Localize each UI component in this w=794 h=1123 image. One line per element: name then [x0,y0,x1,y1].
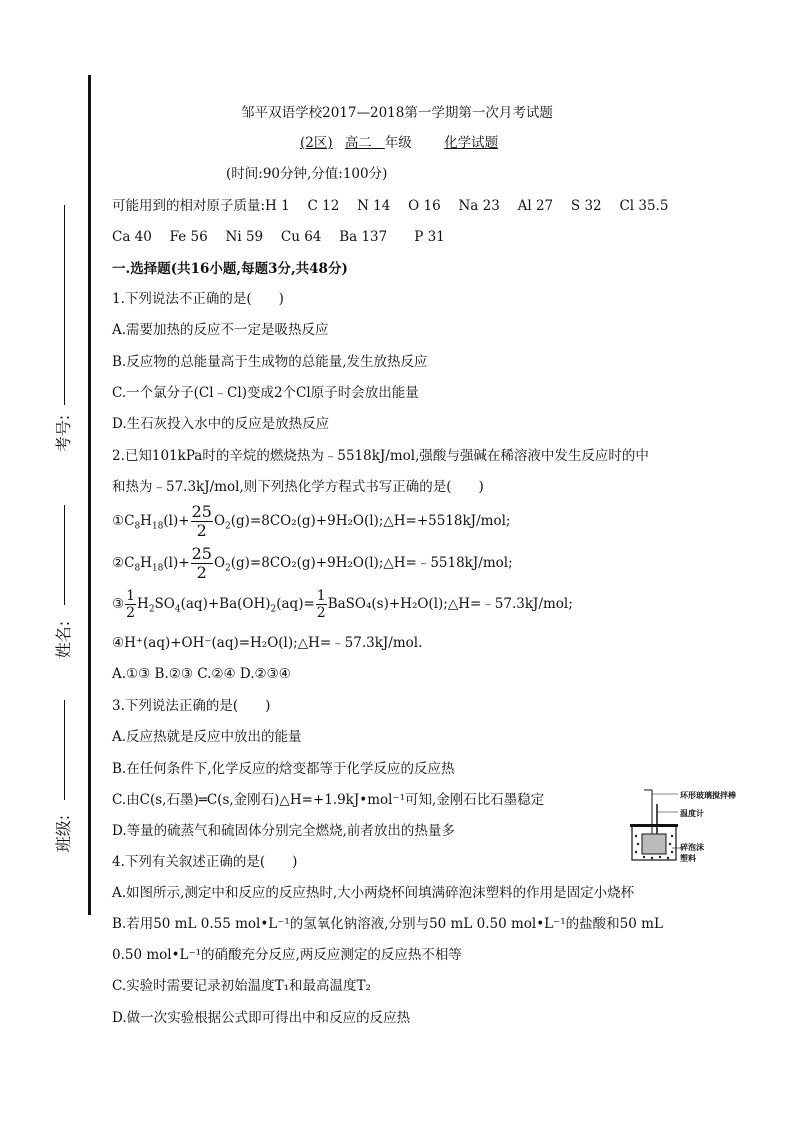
q4-option-b-2: 0.50 mol•L⁻¹的硝酸充分反应,两反应测定的反应热不相等 [112,947,462,963]
class-blank [64,700,65,800]
q3-stem: 3.下列说法正确的是( ) [112,698,271,714]
q2-equation-1: $①C_8H_{18}(l)+$ $\frac{25}{2}$ $O_2(g)=8CO_2(g)+9H_2O(l);\triangle H=+5518kJ$/mol; [112,502,511,540]
label-foam-1: 碎泡沫 [680,843,704,852]
q1-option-c: C.一个氯分子(Cl﹣Cl)变成2个Cl原子时会放出能量 [112,385,419,401]
q4-option-a: A.如图所示,测定中和反应的反应热时,大小两烧杯间填满碎泡沫塑料的作用是固定小烧杯 [112,885,635,901]
q2-stem-2: 和热为﹣57.3kJ/mol,则下列热化学方程式书写正确的是( ) [112,479,484,495]
label-thermometer: 温度计 [680,809,704,818]
fraction: $\frac{1}{2}$ [126,588,136,621]
label-stirrer: 环形玻璃搅拌棒 [680,791,736,800]
atomic-masses-1: 可能用到的相对原子质量:H 1 C 12 N 14 O 16 Na 23 Al 27 S 32 Cl 35.5 [112,198,669,214]
q4-option-c: C.实验时需要记录初始温度T₁和最高温度T₂ [112,978,371,994]
q2-options: A.①③ B.②③ C.②④ D.②③④ [112,666,291,682]
fraction: $\frac{25}{2}$ [191,502,212,540]
q3-option-c: C.由C(s,石墨)═C(s,金刚石)△H=+1.9kJ•mol⁻¹可知,金刚石比石墨稳定 [112,792,545,808]
q4-option-d: D.做一次实验根据公式即可得出中和反应的反应热 [112,1010,411,1026]
calorimeter-diagram [622,786,682,866]
atomic-masses-2: Ca 40 Fe 56 Ni 59 Cu 64 Ba 137 P 31 [112,229,445,245]
grade-suffix: 年级 [384,135,412,151]
class-label: 班级: [54,814,74,853]
q2-stem-1: 2.已知101kPa时的辛烷的燃烧热为﹣5518kJ/mol,强酸与强碱在稀溶液中发生反应时的中 [112,448,649,464]
exam-no-label: 考号: [54,414,74,453]
q4-stem: 4.下列有关叙述正确的是( ) [112,854,298,870]
calorimeter-figure [622,786,772,866]
fraction: $\frac{1}{2}$ [316,588,326,621]
fraction: $\frac{25}{2}$ [191,544,212,582]
q3-option-b: B.在任何条件下,化学反应的焓变都等于化学反应的反应热 [112,761,455,777]
q2-equation-3: ③ $\frac{1}{2}$ $H_2SO_4(aq)+Ba(OH)_2(aq)=$ $\frac{1}{2}$ BaSO₄(s)+H₂O(l);△H=﹣57.3kJ/mol; [112,588,573,621]
q1-option-b: B.反应物的总能量高于生成物的总能量,发生放热反应 [112,354,428,370]
q1-stem: 1.下列说法不正确的是( ) [112,291,284,307]
q2-equation-4: ④H⁺(aq)+OH⁻(aq)=H₂O(l);△H=﹣57.3kJ/mol. [112,635,423,651]
exam-no-blank [64,205,65,405]
grade: 高二 [344,135,372,151]
name-blank [64,505,65,605]
subject: 化学试题 [444,135,499,151]
q3-option-a: A.反应热就是反应中放出的能量 [112,729,302,745]
q2-equation-2: $②C_8H_{18}(l)+$ $\frac{25}{2}$ $O_2(g)=8CO_2(g)+9H_2O(l);\triangle H=﹣5518kJ$/mol; [112,544,513,582]
grade-line [300,134,498,152]
zone: (2区) [300,135,333,151]
q4-option-b-1: B.若用50 mL 0.55 mol•L⁻¹的氢氧化钠溶液,分别与50 mL 0.50 mol•L⁻¹的盐酸和50 mL [112,916,663,932]
label-foam-2: 塑料 [680,854,696,863]
q1-option-d: D.生石灰投入水中的反应是放热反应 [112,416,330,432]
time-score: (时间:90分钟,分值:100分) [226,166,388,182]
name-label: 姓名: [54,620,74,659]
q1-option-a: A.需要加热的反应不一定是吸热反应 [112,322,329,338]
q3-option-d: D.等量的硫蒸气和硫固体分别完全燃烧,前者放出的热量多 [112,823,455,839]
binding-line [88,75,91,915]
exam-title: 邹平双语学校2017—2018第一学期第一次月考试题 [241,105,553,121]
section-heading: 一.选择题(共16小题,每题3分,共48分) [112,261,348,277]
